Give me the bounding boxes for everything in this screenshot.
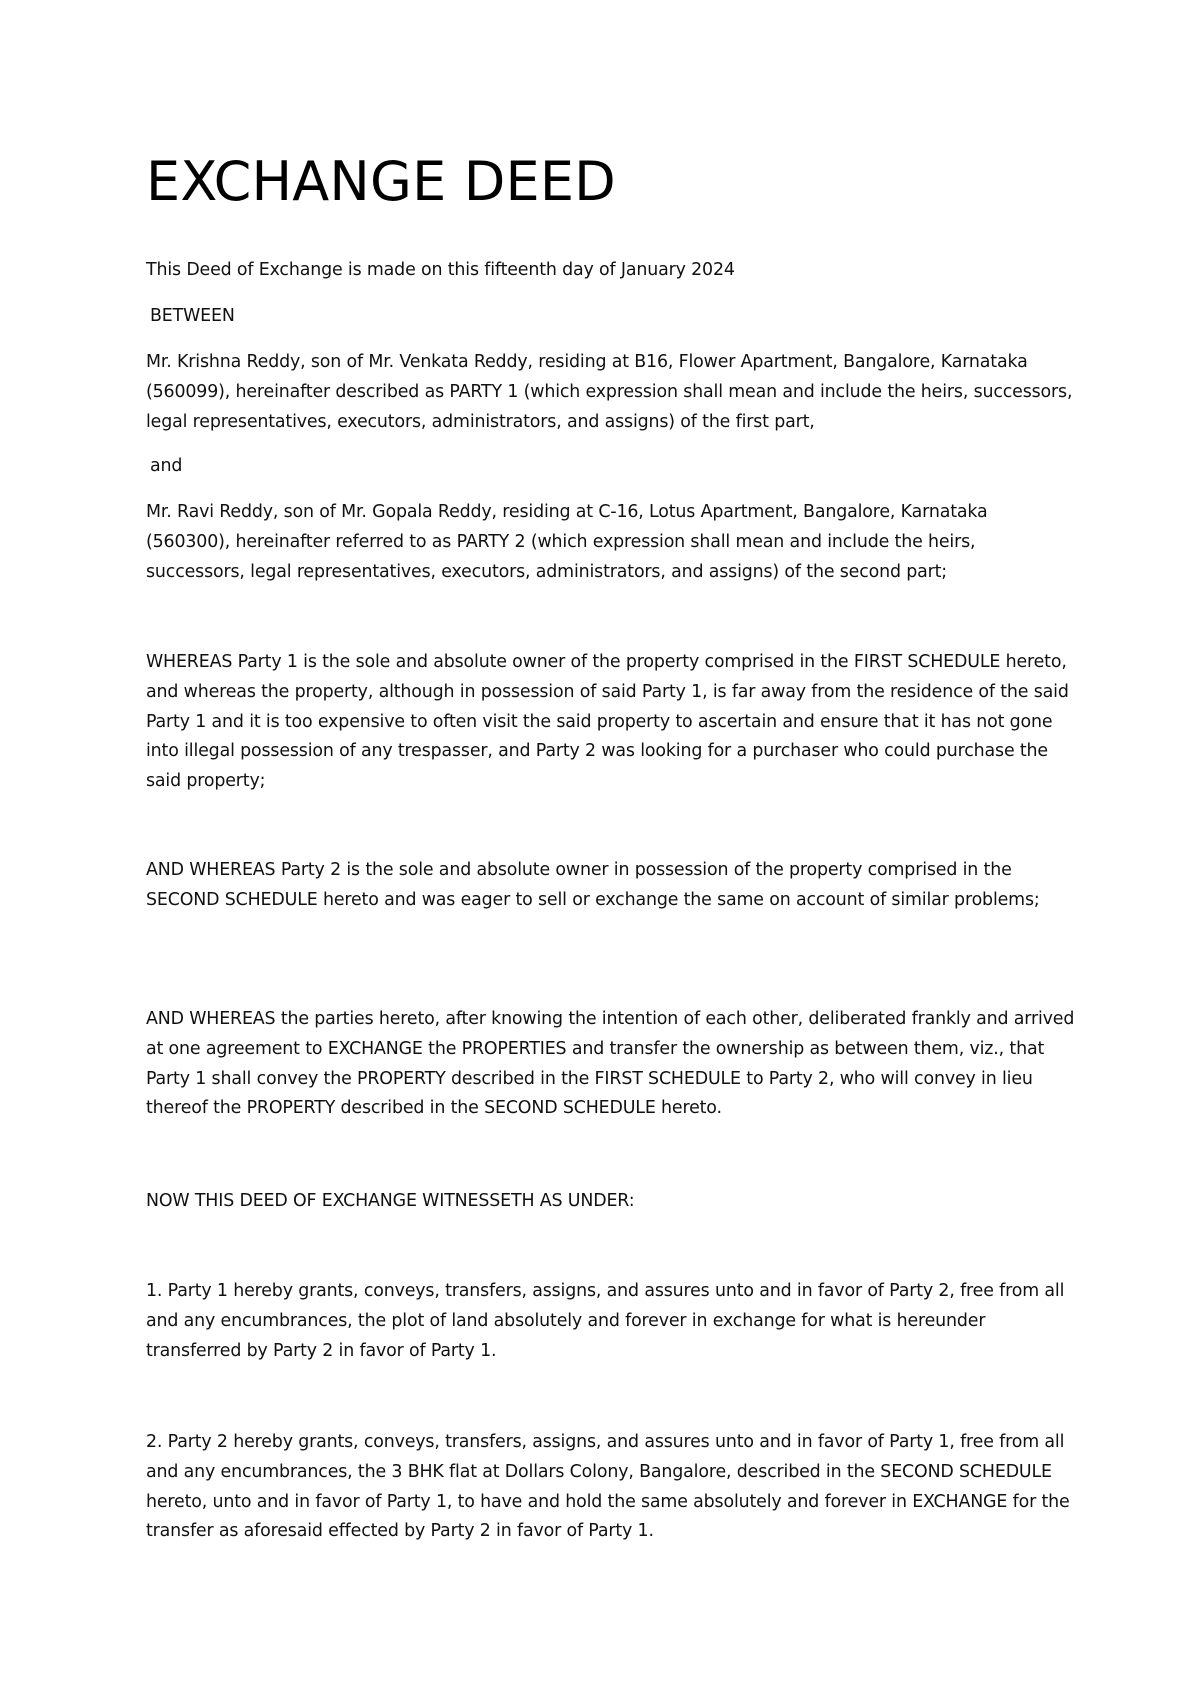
date-paragraph: This Deed of Exchange is made on this fifteenth day of January 2024 [146,260,735,280]
whereas-paragraph-2: AND WHEREAS Party 2 is the sole and absolute owner in possession of the property comprised in the SECOND SCHEDULE hereto and was eager to sell or exchange the same on account of similar problems; [146,860,1040,910]
between-label: BETWEEN [150,306,235,326]
witnesseth-heading: NOW THIS DEED OF EXCHANGE WITNESSETH AS UNDER: [146,1191,635,1211]
clause-2: 2. Party 2 hereby grants, conveys, transfers, assigns, and assures unto and in favor of Party 1, free from all and any encumbrances, the 3 BHK flat at Dollars Colony, Bangalore, described in the SECOND SCHEDULE hereto, unto and in favor of Party 1, to have and hold the same absolutely and forever in EXCHANGE for the transfer as aforesaid effected by Party 2 in favor of Party 1. [146,1432,1070,1542]
whereas-paragraph-3: AND WHEREAS the parties hereto, after knowing the intention of each other, deliberated frankly and arrived at one agreement to EXCHANGE the PROPERTIES and transfer the ownership as between them, viz., that Party 1 shall convey the PROPERTY described in the FIRST SCHEDULE to Party 2, who will convey in lieu thereof the PROPERTY described in the SECOND SCHEDULE hereto. [146,1009,1075,1119]
party-1-paragraph: Mr. Krishna Reddy, son of Mr. Venkata Reddy, residing at B16, Flower Apartment, Bangalore, Karnataka (560099), hereinafter described as PARTY 1 (which expression shall mean and include the heirs, successors, legal representatives, executors, administrators, and assigns) of the first part, [146,352,1073,432]
whereas-paragraph-1: WHEREAS Party 1 is the sole and absolute owner of the property comprised in the FIRST SCHEDULE hereto, and whereas the property, although in possession of said Party 1, is far away from the residence of the said Party 1 and it is too expensive to often visit the said property to ascertain and ensure that it has not gone into illegal possession of any trespasser, and Party 2 was looking for a purchaser who could purchase the said property; [146,652,1069,792]
document-title: EXCHANGE DEED [146,150,616,213]
and-label: and [150,456,183,476]
clause-1: 1. Party 1 hereby grants, conveys, transfers, assigns, and assures unto and in favor of Party 2, free from all and any encumbrances, the plot of land absolutely and forever in exchange for what is hereunder transferred by Party 2 in favor of Party 1. [146,1281,1065,1361]
party-2-paragraph: Mr. Ravi Reddy, son of Mr. Gopala Reddy, residing at C-16, Lotus Apartment, Bangalore, Karnataka (560300), hereinafter referred to as PARTY 2 (which expression shall mean and include the heirs, successors, legal representatives, executors, administrators, and assigns) of the second part; [146,502,988,582]
